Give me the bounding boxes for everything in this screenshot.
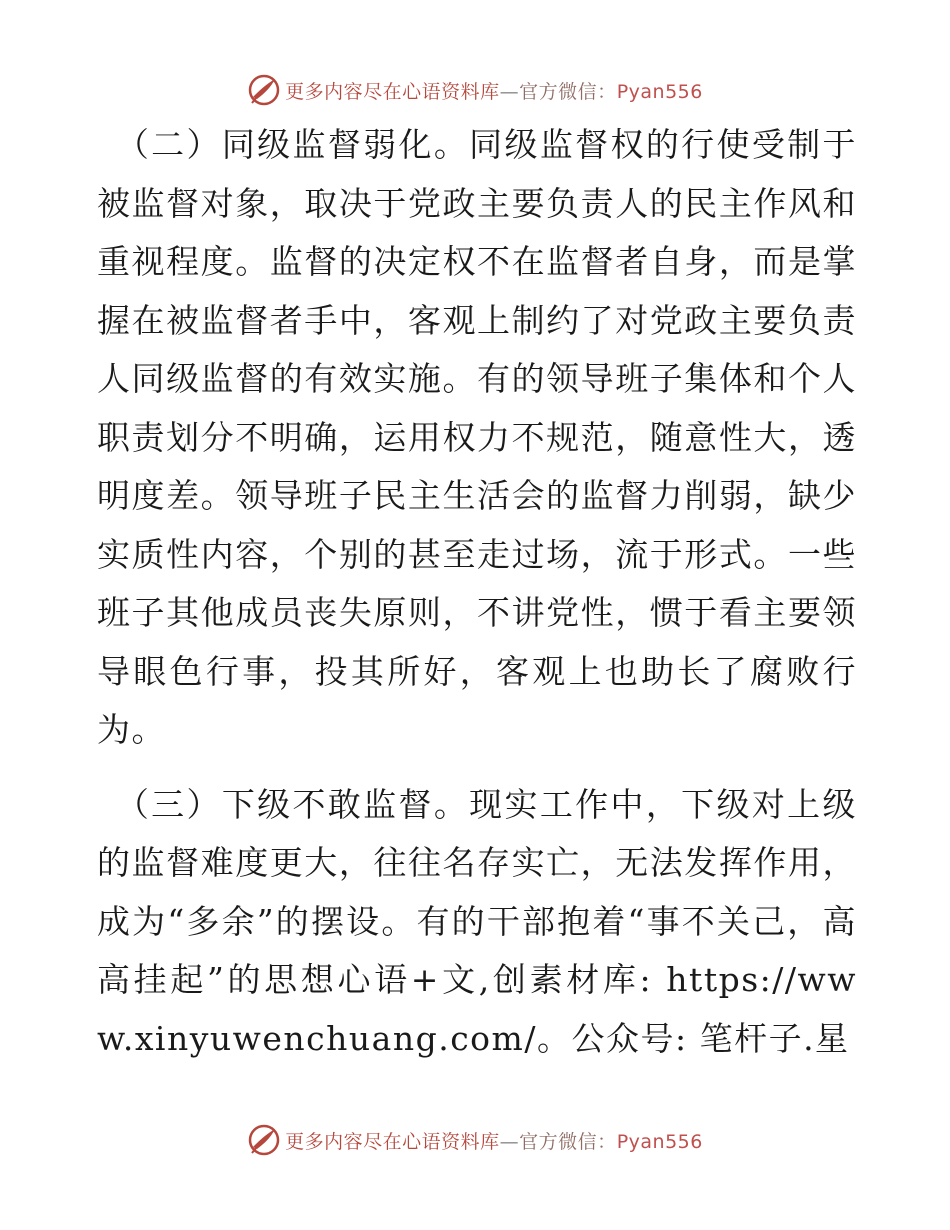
quill-logo-icon (247, 1123, 281, 1157)
paragraph-subordinate-supervision (97, 776, 857, 1069)
footer-banner (0, 1120, 950, 1160)
quill-logo-icon (247, 73, 281, 107)
paragraph-same-level-supervision (97, 116, 857, 760)
header-text (285, 77, 703, 104)
paragraph-text: （三）下级不敢监督。现实工作中，下级对上级的监督难度更大，往往名存实亡，无法发挥作用，成为“多余”的摆设。有的干部抱着“事不关己，高高挂起”的思想心语+文,创素材库: https://www.xinyuwenchuang.com/。公众号: 笔杆子.星 (97, 784, 857, 1058)
paragraph-text: （二）同级监督弱化。同级监督权的行使受制于被监督对象，取决于党政主要负责人的民主作风和重视程度。监督的决定权不在监督者自身，而是掌握在被监督者手中，客观上制约了对党政主要负责人同级监督的有效实施。有的领导班子集体和个人职责划分不明确，运用权力不规范，随意性大，透明度差。领导班子民主生活会的监督力削弱，缺少实质性内容，个别的甚至走过场，流于形式。一些班子其他成员丧失原则，不讲党性，惯于看主要领导眼色行事，投其所好，客观上也助长了腐败行为。 (97, 125, 857, 749)
footer-text (285, 1127, 703, 1154)
header-banner (0, 70, 950, 110)
header-wechat-id: Pyan556 (616, 80, 703, 103)
footer-dash: — (499, 1130, 520, 1153)
footer-wechat-label: 官方微信： (519, 1130, 617, 1153)
document-body (97, 116, 857, 1068)
footer-brand: 更多内容尽在心语资料库 (285, 1130, 500, 1153)
header-wechat-label: 官方微信： (519, 80, 617, 103)
footer-wechat-id: Pyan556 (616, 1130, 703, 1153)
header-brand: 更多内容尽在心语资料库 (285, 80, 500, 103)
header-dash: — (499, 80, 520, 103)
